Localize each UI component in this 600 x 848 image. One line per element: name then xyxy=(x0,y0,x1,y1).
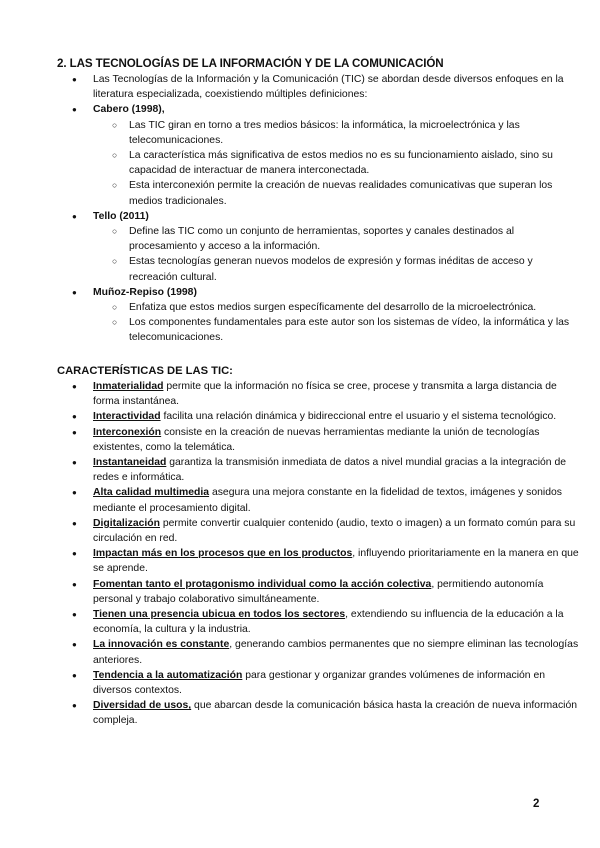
characteristic-item xyxy=(57,546,583,576)
author-point: ○ Define las TIC como un conjunto de herramientas, soportes y canales destinados al procesamiento y acceso a la información. xyxy=(57,224,583,254)
characteristics-heading: CARACTERÍSTICAS DE LAS TIC: xyxy=(57,365,233,377)
characteristics-list xyxy=(0,379,583,729)
characteristic-term: Diversidad de usos, xyxy=(93,700,192,712)
characteristic-term: Interactividad xyxy=(93,411,161,423)
characteristic-item xyxy=(57,698,583,728)
characteristic-item xyxy=(57,577,583,607)
characteristic-item xyxy=(57,516,583,546)
definitions-list xyxy=(0,72,583,346)
intro-item: ● Las Tecnologías de la Información y la Comunicación (TIC) se abordan desde diversos enfoques en la literatura especializada, coexistiendo múltiples definiciones: xyxy=(57,72,583,102)
characteristic-term: Impactan más en los procesos que en los productos xyxy=(93,548,353,560)
characteristic-term: Inmaterialidad xyxy=(93,381,164,392)
author-point: ○ Esta interconexión permite la creación de nuevas realidades comunicativas que superan los medios tradicionales. xyxy=(57,178,583,208)
characteristic-text: que abarcan desde la comunicación básica hasta la creación de nueva información compleja. xyxy=(93,700,578,727)
characteristic-item xyxy=(57,455,583,485)
characteristic-text: asegura una mejora constante en la fidelidad de textos, imágenes y sonidos mediante el procesamiento digital. xyxy=(93,487,562,514)
characteristic-text: para gestionar y organizar grandes volúmenes de información en diversos contextos. xyxy=(93,669,546,697)
characteristic-item xyxy=(57,668,583,698)
characteristic-item xyxy=(57,637,583,667)
author-point: ○ Estas tecnologías generan nuevos modelos de expresión y formas inéditas de acceso y recreación cultural. xyxy=(57,254,583,284)
author-name: Tello (2011) xyxy=(93,210,149,222)
characteristic-term: Interconexión xyxy=(93,426,162,438)
characteristic-text: , permitiendo autonomía personal y trabajo colaborativo simultáneamente. xyxy=(93,578,544,605)
characteristic-text: , influyendo prioritariamente en la manera en que se aprende. xyxy=(93,548,579,575)
author-item xyxy=(57,102,583,117)
characteristic-text: garantiza la transmisión inmediata de datos a nivel mundial gracias a la integración de redes e informática. xyxy=(93,457,567,484)
characteristic-text: facilita una relación dinámica y bidireccional entre el usuario y el sistema tecnológico. xyxy=(160,411,557,423)
author-name: Cabero (1998), xyxy=(93,104,165,116)
author-item xyxy=(57,209,583,224)
characteristic-term: Tienen una presencia ubicua en todos los sectores xyxy=(93,609,346,621)
characteristic-term: La innovación es constante xyxy=(93,639,230,651)
characteristic-term: Digitalización xyxy=(93,517,160,529)
characteristic-item xyxy=(57,409,583,424)
characteristic-term: Tendencia a la automatización xyxy=(93,669,243,681)
author-item xyxy=(57,285,583,300)
author-point: ○ La característica más significativa de estos medios no es su funcionamiento aislado, sino su capacidad de interactuar de manera interconectada. xyxy=(57,148,583,178)
characteristic-item xyxy=(57,607,583,637)
characteristic-text: , extendiendo su influencia de la educación a la economía, la cultura y la industria. xyxy=(93,609,564,636)
characteristic-term: Instantaneidad xyxy=(93,457,167,469)
characteristic-text: consiste en la creación de nuevas herramientas mediante la unión de tecnologías existentes, como la telemática. xyxy=(93,426,540,453)
author-point: ○ Enfatiza que estos medios surgen específicamente del desarrollo de la microelectrónica. xyxy=(57,300,583,315)
section-heading: 2. LAS TECNOLOGÍAS DE LA INFORMACIÓN Y DE LA COMUNICACIÓN xyxy=(57,57,444,70)
characteristic-text: permite convertir cualquier contenido (audio, texto o imagen) a un formato común para su circulación en red. xyxy=(93,517,576,545)
author-point: ○ Los componentes fundamentales para este autor son los sistemas de vídeo, la informática y las telecomunicaciones. xyxy=(57,315,583,345)
page-number: 2 xyxy=(533,798,540,810)
characteristic-item xyxy=(57,379,583,409)
characteristic-item xyxy=(57,425,583,455)
characteristic-text: permite que la información no física se cree, procese y transmita a larga distancia de forma instantánea. xyxy=(93,381,557,408)
author-point: ○ Las TIC giran en torno a tres medios básicos: la informática, la microelectrónica y las telecomunicaciones. xyxy=(57,118,583,148)
characteristic-term: Fomentan tanto el protagonismo individual como la acción colectiva xyxy=(93,578,432,590)
characteristic-term: Alta calidad multimedia xyxy=(93,487,210,499)
characteristic-text: , generando cambios permanentes que no siempre eliminan las tecnologías anteriores. xyxy=(93,639,579,666)
characteristic-item xyxy=(57,485,583,515)
author-name: Muñoz-Repiso (1998) xyxy=(93,286,197,298)
